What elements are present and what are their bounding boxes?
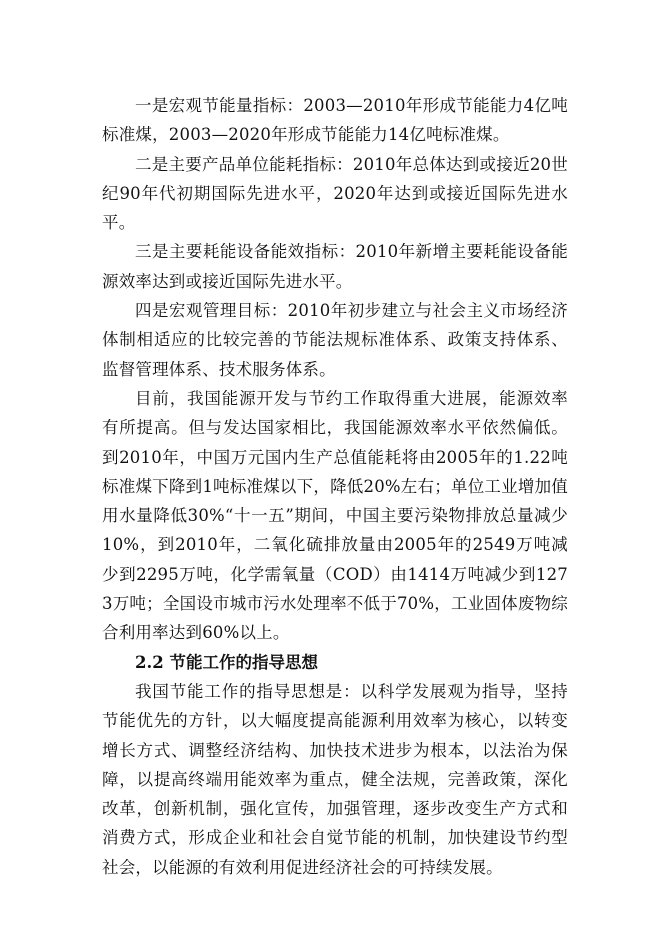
section-heading: 2.2 节能工作的指导思想 xyxy=(135,652,318,672)
paragraph-current-status: 目前，我国能源开发与节约工作取得重大进展，能源效率有所提高。但与发达国家相比，我国能源效率水平依然偏低。到2010年，中国万元国内生产总值能耗将由2005年的1.22吨标准煤下降到1吨标准煤以下，降低20%左右；单位工业增加值用水量降低30%“十一五”期间，中国主要污染物排放总量减少10%，到2010年，二氧化硫排放量由2005年的2549万吨减少到2295万吨，化学需氧量（COD）由1414万吨减少到1273万吨；全国设市城市污水处理率不低于70%，工业固体废物综合利用率达到60%以上。 xyxy=(102,388,568,643)
paragraph-equipment-efficiency-target: 三是主要耗能设备能效指标：2010年新增主要耗能设备能源效率达到或接近国际先进水平。 xyxy=(102,242,568,291)
paragraph-product-energy-consumption-target: 二是主要产品单位能耗指标：2010年总体达到或接近20世纪90年代初期国际先进水平，2020年达到或接近国际先进水平。 xyxy=(102,154,568,233)
paragraph-guiding-principle: 我国节能工作的指导思想是：以科学发展观为指导，坚持节能优先的方针，以大幅度提高能源利用效率为核心，以转变增长方式、调整经济结构、加快技术进步为根本，以法治为保障，以提高终端用能效率为重点，健全法规，完善政策，深化改革，创新机制，强化宣传，加强管理，逐步改变生产方式和消费方式，形成企业和社会自觉节能的机制，加快建设节约型社会，以能源的有效利用促进经济社会的可持续发展。 xyxy=(102,681,568,877)
document-body xyxy=(102,91,568,882)
paragraph-macro-management-target: 四是宏观管理目标：2010年初步建立与社会主义市场经济体制相适应的比较完善的节能法规标准体系、政策支持体系、监督管理体系、技术服务体系。 xyxy=(102,301,568,379)
paragraph-macro-energy-saving-target: 一是宏观节能量指标：2003—2010年形成节能能力4亿吨标准煤，2003—2020年形成节能能力14亿吨标准煤。 xyxy=(102,96,568,145)
